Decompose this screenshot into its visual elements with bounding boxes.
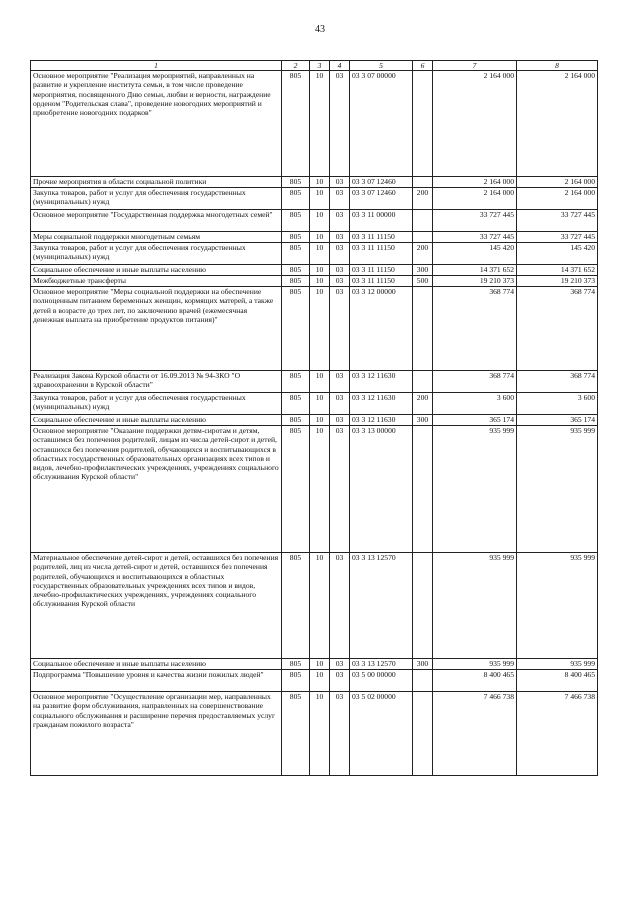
table-row	[31, 415, 598, 426]
subsection-code-cell: 03	[330, 232, 350, 243]
row-name-cell: Основное мероприятие "Осуществление организации мер, направленных на развитие форм обслуживания, направленных на совершенствование социального обслуживания и расширение перечня предоставляемых услуг гражданам пожилого возраста"	[31, 692, 282, 776]
amount-year-1-cell: 368 774	[433, 287, 517, 371]
table-row	[31, 393, 598, 415]
amount-year-2-cell: 8 400 465	[517, 670, 598, 692]
table-row	[31, 692, 598, 776]
amount-year-1-cell: 19 210 373	[433, 276, 517, 287]
section-code-cell: 10	[310, 553, 330, 659]
expense-type-cell: 300	[413, 265, 433, 276]
target-article-cell: 03 3 13 00000	[350, 426, 413, 553]
expense-type-cell	[413, 287, 433, 371]
section-code-cell: 10	[310, 426, 330, 553]
ministry-code-cell: 805	[282, 287, 310, 371]
row-name-cell: Прочие мероприятия в области социальной политики	[31, 177, 282, 188]
ministry-code-cell: 805	[282, 415, 310, 426]
ministry-code-cell: 805	[282, 371, 310, 393]
column-header: 1	[31, 61, 282, 71]
subsection-code-cell: 03	[330, 692, 350, 776]
ministry-code-cell: 805	[282, 71, 310, 177]
row-name-cell: Закупка товаров, работ и услуг для обеспечения государственных (муниципальных) нужд	[31, 188, 282, 210]
subsection-code-cell: 03	[330, 265, 350, 276]
amount-year-2-cell: 935 999	[517, 553, 598, 659]
amount-year-1-cell: 3 600	[433, 393, 517, 415]
ministry-code-cell: 805	[282, 276, 310, 287]
ministry-code-cell: 805	[282, 188, 310, 210]
ministry-code-cell: 805	[282, 426, 310, 553]
amount-year-2-cell: 368 774	[517, 371, 598, 393]
subsection-code-cell: 03	[330, 210, 350, 232]
amount-year-1-cell: 935 999	[433, 426, 517, 553]
column-header: 2	[282, 61, 310, 71]
column-header: 4	[330, 61, 350, 71]
row-name-cell: Меры социальной поддержки многодетным семьям	[31, 232, 282, 243]
section-code-cell: 10	[310, 265, 330, 276]
row-name-cell: Подпрограмма "Повышение уровня и качества жизни пожилых людей"	[31, 670, 282, 692]
amount-year-1-cell: 935 999	[433, 659, 517, 670]
table-row	[31, 71, 598, 177]
amount-year-1-cell: 2 164 000	[433, 177, 517, 188]
amount-year-2-cell: 145 420	[517, 243, 598, 265]
section-code-cell: 10	[310, 692, 330, 776]
table-row	[31, 371, 598, 393]
section-code-cell: 10	[310, 371, 330, 393]
row-name-cell: Социальное обеспечение и иные выплаты населению	[31, 659, 282, 670]
section-code-cell: 10	[310, 177, 330, 188]
ministry-code-cell: 805	[282, 670, 310, 692]
subsection-code-cell: 03	[330, 426, 350, 553]
amount-year-2-cell: 2 164 000	[517, 71, 598, 177]
subsection-code-cell: 03	[330, 371, 350, 393]
column-header: 3	[310, 61, 330, 71]
target-article-cell: 03 3 11 00000	[350, 210, 413, 232]
amount-year-2-cell: 935 999	[517, 659, 598, 670]
target-article-cell: 03 3 12 00000	[350, 287, 413, 371]
subsection-code-cell: 03	[330, 177, 350, 188]
expense-type-cell: 200	[413, 393, 433, 415]
expense-type-cell: 300	[413, 659, 433, 670]
amount-year-1-cell: 8 400 465	[433, 670, 517, 692]
column-header: 5	[350, 61, 413, 71]
subsection-code-cell: 03	[330, 553, 350, 659]
row-name-cell: Основное мероприятие "Меры социальной поддержки на обеспечение полноценным питанием беременных женщин, кормящих матерей, а также детей в возрасте до трех лет, по заключению врачей (ежемесячная денежная выплата на приобретение продуктов питания)"	[31, 287, 282, 371]
section-code-cell: 10	[310, 188, 330, 210]
expense-type-cell: 500	[413, 276, 433, 287]
amount-year-1-cell: 33 727 445	[433, 210, 517, 232]
target-article-cell: 03 3 07 12460	[350, 177, 413, 188]
expense-type-cell	[413, 670, 433, 692]
target-article-cell: 03 3 13 12570	[350, 659, 413, 670]
ministry-code-cell: 805	[282, 393, 310, 415]
subsection-code-cell: 03	[330, 243, 350, 265]
expense-type-cell	[413, 426, 433, 553]
amount-year-2-cell: 33 727 445	[517, 210, 598, 232]
amount-year-2-cell: 2 164 000	[517, 188, 598, 210]
subsection-code-cell: 03	[330, 71, 350, 177]
ministry-code-cell: 805	[282, 232, 310, 243]
expense-type-cell: 200	[413, 188, 433, 210]
amount-year-2-cell: 33 727 445	[517, 232, 598, 243]
section-code-cell: 10	[310, 670, 330, 692]
target-article-cell: 03 3 13 12570	[350, 553, 413, 659]
table-header-row	[31, 61, 598, 71]
subsection-code-cell: 03	[330, 670, 350, 692]
table-row	[31, 276, 598, 287]
table-row	[31, 232, 598, 243]
row-name-cell: Основное мероприятие "Государственная поддержка многодетных семей"	[31, 210, 282, 232]
amount-year-2-cell: 3 600	[517, 393, 598, 415]
page-number: 43	[315, 24, 325, 35]
expense-type-cell: 200	[413, 243, 433, 265]
target-article-cell: 03 5 02 00000	[350, 692, 413, 776]
subsection-code-cell: 03	[330, 287, 350, 371]
row-name-cell: Социальное обеспечение и иные выплаты населению	[31, 415, 282, 426]
row-name-cell: Социальное обеспечение и иные выплаты населению	[31, 265, 282, 276]
ministry-code-cell: 805	[282, 265, 310, 276]
column-header: 8	[517, 61, 598, 71]
amount-year-2-cell: 14 371 652	[517, 265, 598, 276]
amount-year-1-cell: 7 466 738	[433, 692, 517, 776]
amount-year-1-cell: 365 174	[433, 415, 517, 426]
table-row	[31, 188, 598, 210]
row-name-cell: Закупка товаров, работ и услуг для обеспечения государственных (муниципальных) нужд	[31, 393, 282, 415]
expense-type-cell	[413, 692, 433, 776]
amount-year-2-cell: 365 174	[517, 415, 598, 426]
amount-year-1-cell: 935 999	[433, 553, 517, 659]
amount-year-1-cell: 14 371 652	[433, 265, 517, 276]
amount-year-2-cell: 2 164 000	[517, 177, 598, 188]
target-article-cell: 03 5 00 00000	[350, 670, 413, 692]
expense-type-cell	[413, 177, 433, 188]
ministry-code-cell: 805	[282, 210, 310, 232]
expense-type-cell	[413, 71, 433, 177]
ministry-code-cell: 805	[282, 553, 310, 659]
section-code-cell: 10	[310, 71, 330, 177]
amount-year-1-cell: 145 420	[433, 243, 517, 265]
amount-year-1-cell: 33 727 445	[433, 232, 517, 243]
target-article-cell: 03 3 12 11630	[350, 415, 413, 426]
section-code-cell: 10	[310, 232, 330, 243]
section-code-cell: 10	[310, 276, 330, 287]
ministry-code-cell: 805	[282, 692, 310, 776]
ministry-code-cell: 805	[282, 177, 310, 188]
amount-year-1-cell: 368 774	[433, 371, 517, 393]
section-code-cell: 10	[310, 210, 330, 232]
section-code-cell: 10	[310, 243, 330, 265]
target-article-cell: 03 3 11 11150	[350, 276, 413, 287]
ministry-code-cell: 805	[282, 243, 310, 265]
amount-year-2-cell: 19 210 373	[517, 276, 598, 287]
table-row	[31, 553, 598, 659]
table-row	[31, 670, 598, 692]
section-code-cell: 10	[310, 393, 330, 415]
target-article-cell: 03 3 12 11630	[350, 371, 413, 393]
amount-year-2-cell: 368 774	[517, 287, 598, 371]
column-header: 6	[413, 61, 433, 71]
column-header: 7	[433, 61, 517, 71]
target-article-cell: 03 3 11 11150	[350, 265, 413, 276]
table-row	[31, 177, 598, 188]
expense-type-cell: 300	[413, 415, 433, 426]
budget-table	[30, 60, 598, 776]
table-row	[31, 287, 598, 371]
ministry-code-cell: 805	[282, 659, 310, 670]
amount-year-1-cell: 2 164 000	[433, 71, 517, 177]
amount-year-2-cell: 7 466 738	[517, 692, 598, 776]
section-code-cell: 10	[310, 659, 330, 670]
subsection-code-cell: 03	[330, 415, 350, 426]
section-code-cell: 10	[310, 287, 330, 371]
table-row	[31, 265, 598, 276]
row-name-cell: Основное мероприятие "Оказание поддержки детям-сиротам и детям, оставшимся без попечения родителей, лицам из числа детей-сирот и детей, оставшихся без попечения родителей, обучающихся и воспитывающихся в областных государственных образовательных организациях всех типов и видов, лечебно-профилактических учреждениях, учреждениях социального обслуживания Курской области"	[31, 426, 282, 553]
expense-type-cell	[413, 371, 433, 393]
target-article-cell: 03 3 11 11150	[350, 243, 413, 265]
expense-type-cell	[413, 232, 433, 243]
expense-type-cell	[413, 553, 433, 659]
row-name-cell: Закупка товаров, работ и услуг для обеспечения государственных (муниципальных) нужд	[31, 243, 282, 265]
target-article-cell: 03 3 11 11150	[350, 232, 413, 243]
subsection-code-cell: 03	[330, 188, 350, 210]
row-name-cell: Основное мероприятие "Реализация мероприятий, направленных на развитие и укрепление института семьи, в том числе проведение мероприятия, посвященного Дню семьи, любви и верности, награждение орденом "Родительская слава", проведение новогодних мероприятий и приобретение новогодних подарков"	[31, 71, 282, 177]
table-row	[31, 426, 598, 553]
expense-type-cell	[413, 210, 433, 232]
row-name-cell: Реализация Закона Курской области от 16.09.2013 № 94-ЗКО "О здравоохранении в Курской области"	[31, 371, 282, 393]
target-article-cell: 03 3 07 00000	[350, 71, 413, 177]
subsection-code-cell: 03	[330, 276, 350, 287]
amount-year-1-cell: 2 164 000	[433, 188, 517, 210]
table-row	[31, 659, 598, 670]
row-name-cell: Межбюджетные трансферты	[31, 276, 282, 287]
target-article-cell: 03 3 12 11630	[350, 393, 413, 415]
subsection-code-cell: 03	[330, 393, 350, 415]
section-code-cell: 10	[310, 415, 330, 426]
target-article-cell: 03 3 07 12460	[350, 188, 413, 210]
table-row	[31, 210, 598, 232]
row-name-cell: Материальное обеспечение детей-сирот и детей, оставшихся без попечения родителей, лиц из числа детей-сирот и детей, оставшихся без попечения родителей, обучающихся и воспитывающихся в областных государственных образовательных учреждениях всех типов и видов, лечебно-профилактических учреждениях, учреждениях социального обслуживания Курской области	[31, 553, 282, 659]
table-row	[31, 243, 598, 265]
subsection-code-cell: 03	[330, 659, 350, 670]
amount-year-2-cell: 935 999	[517, 426, 598, 553]
